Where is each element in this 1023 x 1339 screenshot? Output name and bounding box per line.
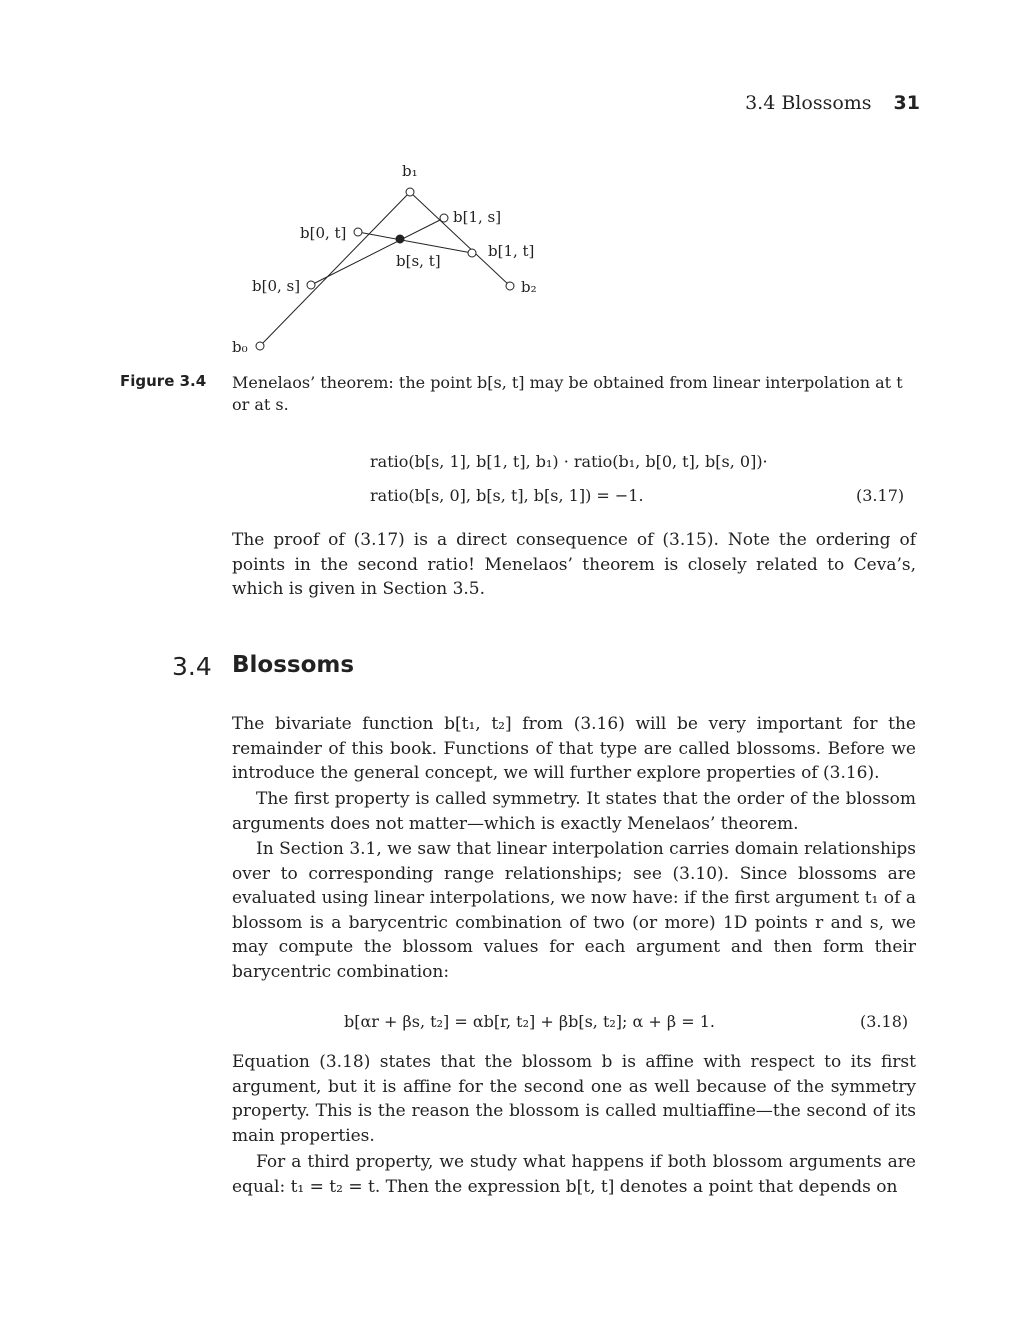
point-b0t	[354, 228, 362, 236]
point-b0	[256, 342, 264, 350]
line-b0t-b1t	[358, 232, 472, 253]
label-b2: b₂	[521, 278, 537, 296]
paragraph-blossom-intro: The bivariate function b[t₁, t₂] from (3.16) will be very important for the remainder of this book. Functions of that type are called blossoms. Before we introduce the general concept, we will further explore properties of (3.16).	[232, 714, 916, 783]
running-title: 3.4 Blossoms	[745, 92, 872, 114]
point-b1	[406, 188, 414, 196]
paragraph-diagonal: For a third property, we study what happens if both blossom arguments are equal: t₁ = t₂ = t. Then the expression b[t, t] denotes a point that depends on	[232, 1152, 916, 1197]
equation-3-18: b[αr + βs, t₂] = αb[r, t₂] + βb[s, t₂]; α + β = 1.	[344, 1012, 715, 1031]
label-b1s: b[1, s]	[453, 208, 502, 226]
figure-svg	[232, 150, 580, 380]
caption-label: Figure 3.4	[120, 372, 207, 390]
paragraph-symmetry: The first property is called symmetry. It states that the order of the blossom arguments does not matter—which is exactly Menelaos’ theorem.	[232, 789, 916, 834]
label-b0t: b[0, t]	[300, 224, 347, 242]
label-b1t: b[1, t]	[488, 242, 535, 260]
point-b1s	[440, 214, 448, 222]
paragraph-multiaffine: Equation (3.18) states that the blossom b is affine with respect to its first argument, but it is affine for the second one as well because of the symmetry property. This is the reason the blossom is called multiaffine—the second of its main properties.	[232, 1052, 916, 1146]
equation-3-17-number: (3.17)	[856, 486, 905, 505]
point-bst	[396, 235, 404, 243]
point-b1t	[468, 249, 476, 257]
paragraph-linear-interpolation: In Section 3.1, we saw that linear interpolation carries domain relationships over to corresponding range relationships; see (3.10). Since blossoms are evaluated using linear interpolations, we now have: if the first argument t₁ of a blossom is a barycentric combination of two (or more) 1D points r and s, we may compute the blossom values for each argument and then form their barycentric combination:	[232, 839, 916, 982]
label-b0: b₀	[232, 338, 248, 356]
equation-3-17-line2: ratio(b[s, 0], b[s, t], b[s, 1]) = −1.	[370, 486, 644, 505]
running-head	[700, 92, 920, 114]
label-b0s: b[0, s]	[252, 277, 301, 295]
section-number: 3.4	[172, 652, 212, 681]
equation-3-18-number: (3.18)	[860, 1012, 909, 1031]
equation-3-17-line1: ratio(b[s, 1], b[1, t], b₁) · ratio(b₁, b[0, t], b[s, 0])·	[370, 452, 768, 471]
figure-caption: Menelaos’ theorem: the point b[s, t] may be obtained from linear interpolation at t or at s.	[232, 373, 903, 414]
side-b1-b0	[260, 192, 410, 346]
menelaos-figure	[232, 150, 580, 380]
point-b2	[506, 282, 514, 290]
side-b1-b2	[410, 192, 510, 286]
label-bst: b[s, t]	[396, 252, 441, 270]
label-b1: b₁	[402, 162, 418, 180]
section-title: Blossoms	[232, 652, 355, 678]
page-number: 31	[893, 92, 920, 114]
paragraph-proof: The proof of (3.17) is a direct consequence of (3.15). Note the ordering of points in the second ratio! Menelaos’ theorem is closely related to Ceva’s, which is given in Section 3.5.	[232, 530, 916, 599]
point-b0s	[307, 281, 315, 289]
